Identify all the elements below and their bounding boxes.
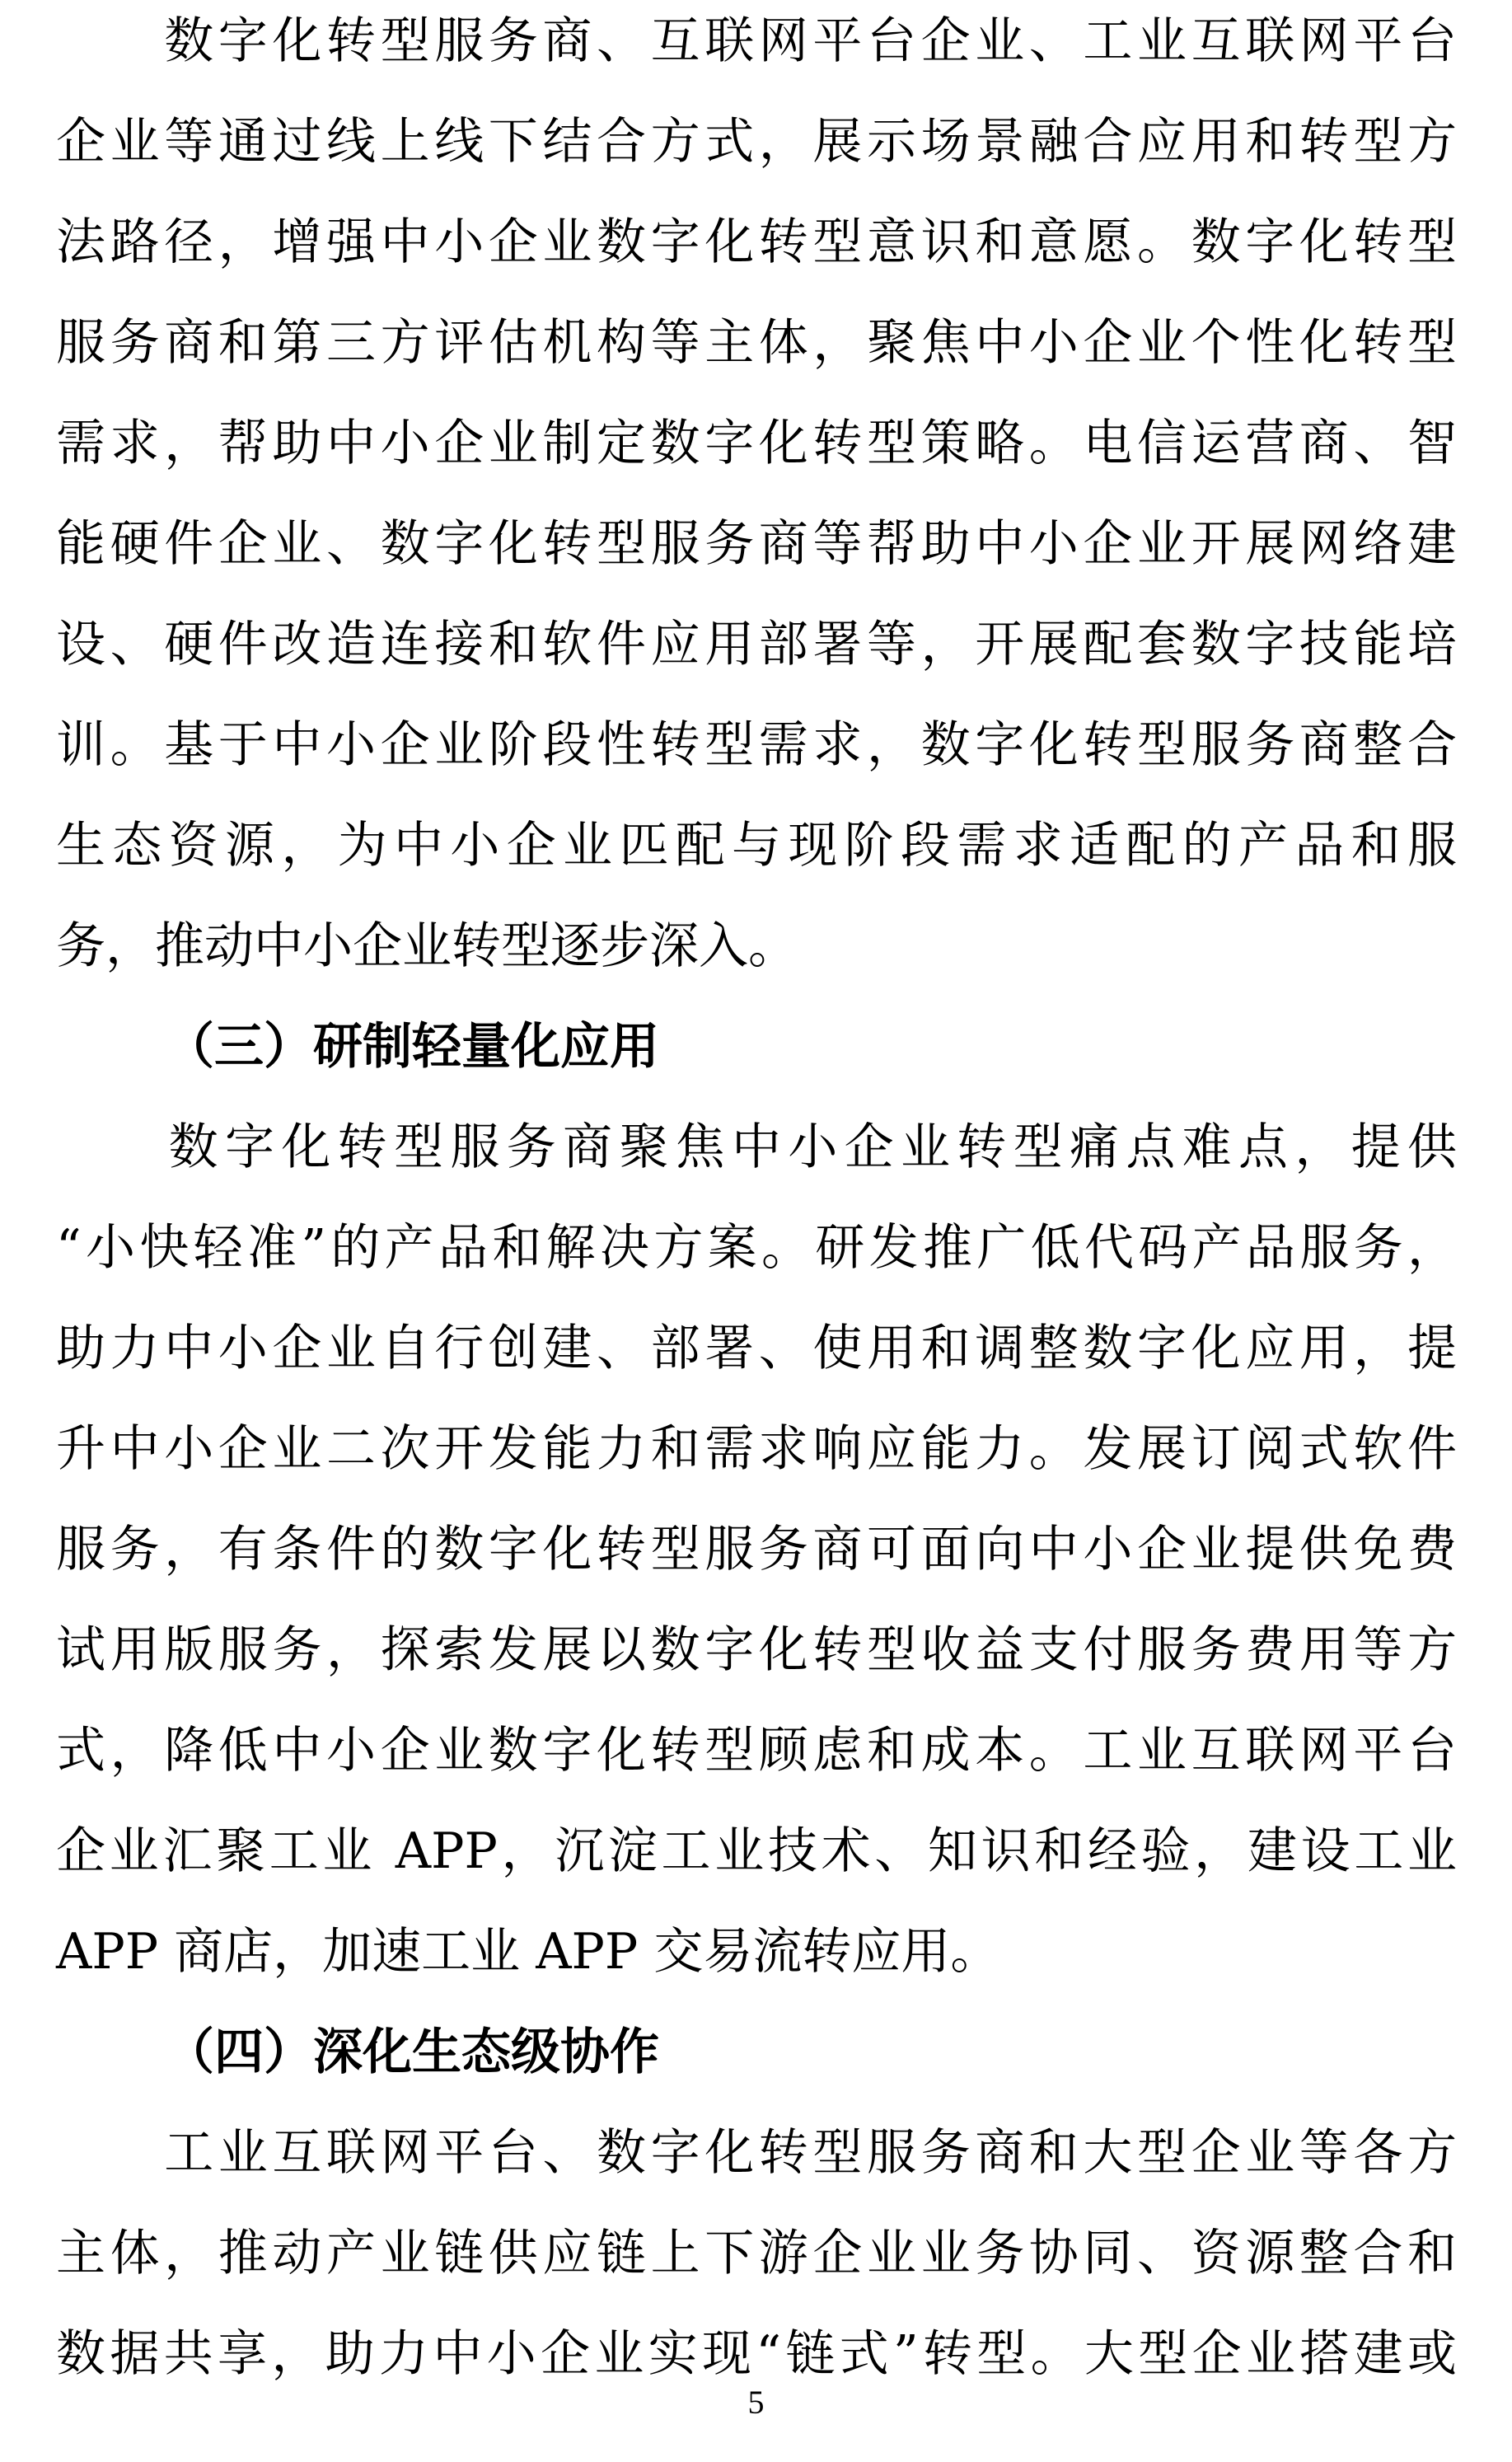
paragraph-line: 企业汇聚工业 APP，沉淀工业技术、知识和经验，建设工业 — [56, 1822, 1457, 1880]
paragraph-line: 服务商和第三方评估机构等主体，聚焦中小企业个性化转型 — [56, 314, 1457, 372]
paragraph-line: 试用版服务，探索发展以数字化转型收益支付服务费用等方 — [56, 1621, 1457, 1679]
section-heading-4: （四）深化生态级协作 — [165, 2024, 659, 2081]
paragraph-line: 数字化转型服务商、互联网平台企业、工业互联网平台 — [56, 12, 1457, 70]
paragraph-line: 数据共享，助力中小企业实现“链式”转型。大型企业搭建或 — [56, 2325, 1457, 2383]
section-heading-3: （三）研制轻量化应用 — [165, 1018, 659, 1076]
paragraph-line: 主体，推动产业链供应链上下游企业业务协同、资源整合和 — [56, 2225, 1457, 2282]
paragraph-line: 务，推动中小企业转型逐步深入。 — [56, 917, 798, 975]
paragraph-line: 工业互联网平台、数字化转型服务商和大型企业等各方 — [56, 2124, 1457, 2182]
paragraph-line: 式，降低中小企业数字化转型顾虑和成本。工业互联网平台 — [56, 1722, 1457, 1780]
page-number: 5 — [747, 2384, 765, 2421]
paragraph-line: 企业等通过线上线下结合方式，展示场景融合应用和转型方 — [56, 113, 1457, 171]
paragraph-line: 设、硬件改造连接和软件应用部署等，开展配套数字技能培 — [56, 616, 1457, 673]
paragraph-line: “小快轻准”的产品和解决方案。研发推广低代码产品服务， — [56, 1219, 1457, 1277]
paragraph-line: APP 商店，加速工业 APP 交易流转应用。 — [56, 1923, 1000, 1981]
paragraph-line: 训。基于中小企业阶段性转型需求，数字化转型服务商整合 — [56, 716, 1457, 774]
paragraph-line: 能硬件企业、数字化转型服务商等帮助中小企业开展网络建 — [56, 515, 1457, 573]
paragraph-line: 助力中小企业自行创建、部署、使用和调整数字化应用，提 — [56, 1320, 1457, 1377]
paragraph-line: 服务，有条件的数字化转型服务商可面向中小企业提供免费 — [56, 1521, 1457, 1578]
paragraph-line: 法路径，增强中小企业数字化转型意识和意愿。数字化转型 — [56, 213, 1457, 271]
paragraph-line: 需求，帮助中小企业制定数字化转型策略。电信运营商、智 — [56, 415, 1457, 472]
paragraph-line: 生态资源，为中小企业匹配与现阶段需求适配的产品和服 — [56, 817, 1457, 875]
paragraph-line: 升中小企业二次开发能力和需求响应能力。发展订阅式软件 — [56, 1420, 1457, 1478]
paragraph-line: 数字化转型服务商聚焦中小企业转型痛点难点，提供 — [56, 1118, 1457, 1176]
